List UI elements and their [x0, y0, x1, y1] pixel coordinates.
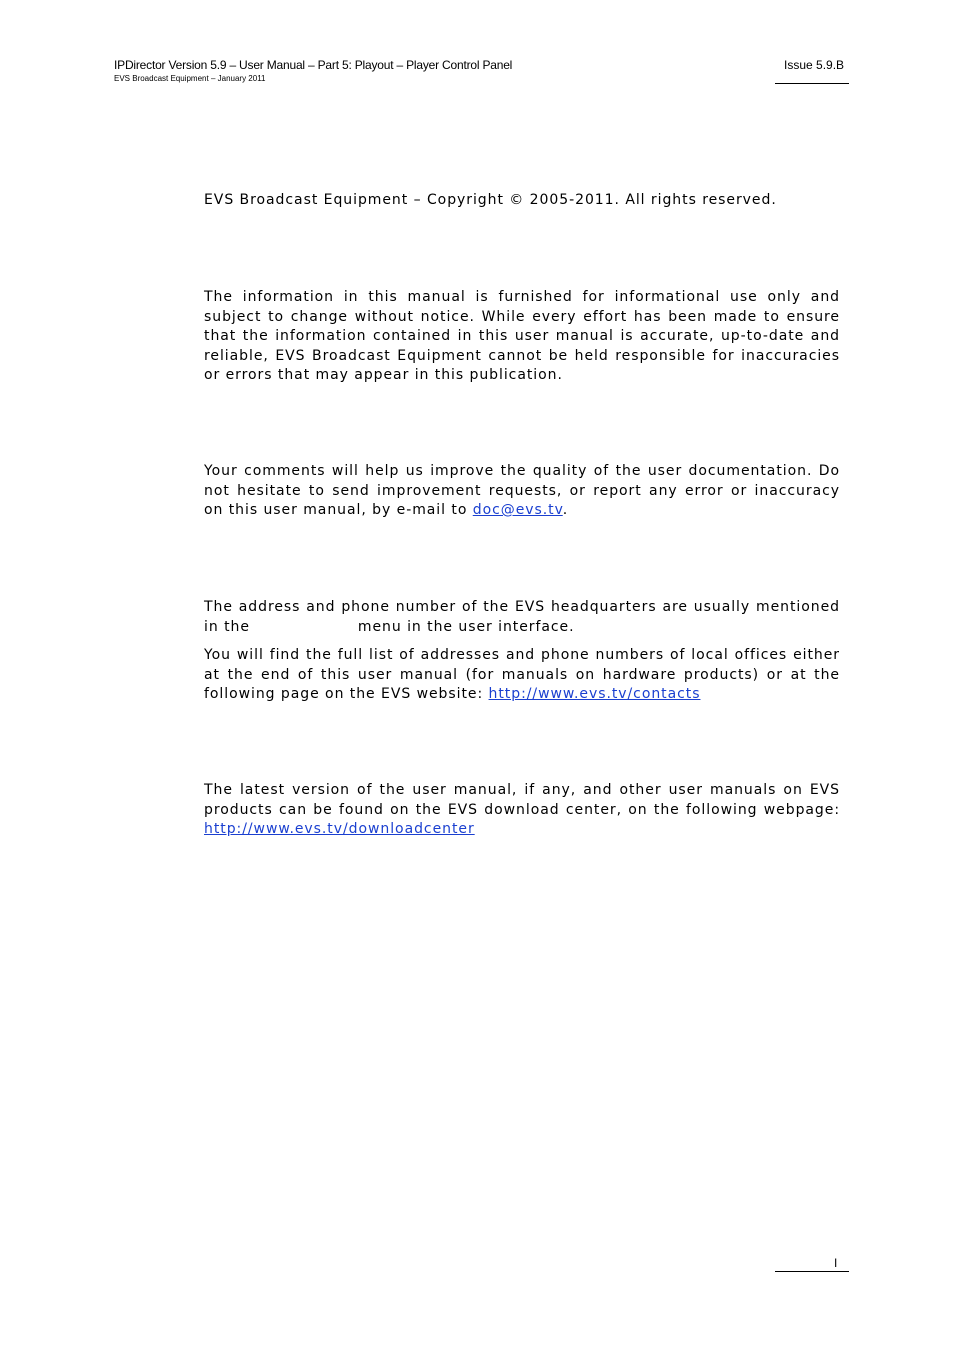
comments-paragraph [204, 462, 840, 521]
contact-text-1b: menu in the user interface. [357, 618, 575, 635]
contact-paragraph-1 [204, 598, 840, 637]
download-text: The latest version of the user manual, if any, and other user manuals on EVS products can be found on the EVS download center, on the following webpage: [204, 782, 840, 818]
download-paragraph [204, 781, 840, 840]
disclaimer-paragraph: The information in this manual is furnished for informational use only and subject to change without notice. While every effort has been made to ensure that the information contained in this user manual is accurate, up-to-date and reliable, EVS Broadcast Equipment cannot be held responsible for inaccuracies or errors that may appear in this publication. [204, 289, 840, 383]
contacts-link[interactable]: http://www.evs.tv/contacts [488, 686, 701, 702]
issue-number: Issue 5.9.B [784, 58, 845, 72]
email-link[interactable]: doc@evs.tv [472, 502, 563, 518]
contact-text-2: You will find the full list of addresses and phone numbers of local offices either at the end of this user manual (for manuals on hardware products) or at the following page on the EVS website: [204, 647, 840, 702]
comments-text: Your comments will help us improve the quality of the user documentation. Do not hesitate to send improvement requests, or report any error or inaccuracy on this user manual, by e-mail to [204, 463, 840, 518]
downloadcenter-link[interactable]: http://www.evs.tv/downloadcenter [204, 821, 475, 837]
contact-text-1: The address and phone number of the EVS headquarters are usually mentioned in the [204, 599, 840, 635]
footer-rule [775, 1271, 849, 1272]
page-number: I [834, 1256, 838, 1270]
document-subtitle: EVS Broadcast Equipment – January 2011 [114, 74, 266, 83]
document-title: IPDirector Version 5.9 – User Manual – Part 5: Playout – Player Control Panel [114, 58, 513, 72]
copyright-notice: EVS Broadcast Equipment – Copyright © 2005-2011. All rights reserved. [204, 192, 777, 208]
contact-paragraph-2 [204, 646, 840, 705]
header-rule [775, 83, 849, 84]
comments-end: . [562, 502, 569, 518]
